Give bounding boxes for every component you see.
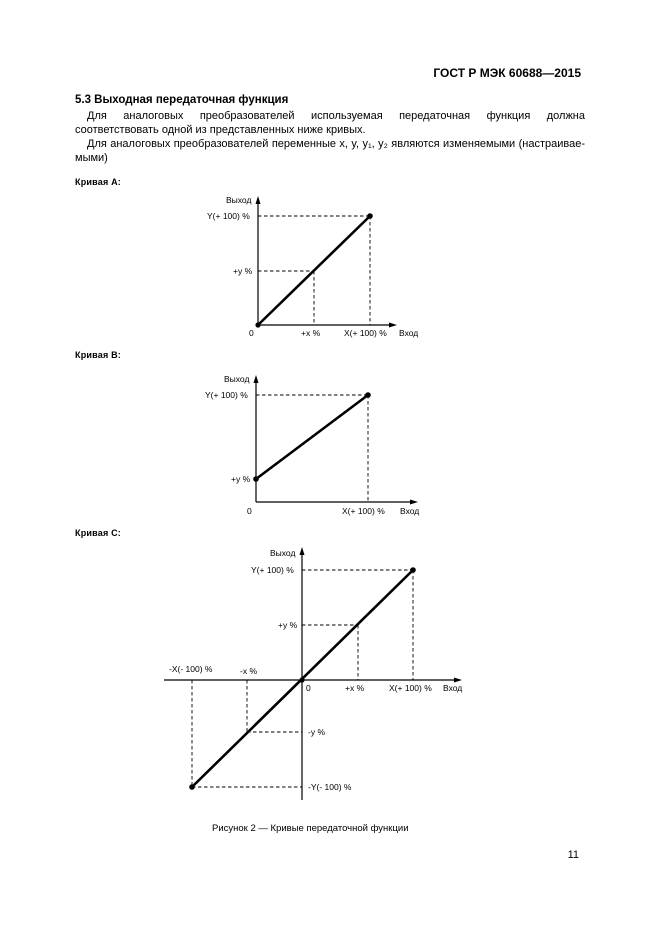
curve-c-end-point [410,567,416,573]
curve-a-x-arrow [389,323,397,328]
curve-b-x-title: Вход [400,506,420,516]
curve-a-label: Кривая А: [75,177,121,187]
curve-c-start-point [189,784,195,790]
figure-caption: Рисунок 2 — Кривые передаточной функции [212,823,409,834]
curve-a-origin: 0 [249,328,254,338]
curve-a-y-title: Выход [226,195,252,205]
paragraph-1-text: Для аналоговых преобразователей используемая передаточная функция должна соответствовать одной из представленных ниже кривых. [75,110,585,136]
curve-c-y-arrow [300,547,305,555]
curve-b-start-point [253,476,259,482]
curve-c-y-title: Выход [270,548,296,558]
curve-a-x-title: Вход [399,328,419,338]
curve-a-start-point [255,322,260,327]
curve-c-diagram [164,547,462,800]
curve-b-end-point [365,392,371,398]
curve-b-y-arrow [254,375,259,383]
curve-a-x-mid: +x % [301,328,321,338]
curve-c-y-neg-mid: -y % [308,727,325,737]
curve-b-y-full: Y(+ 100) % [205,390,248,400]
standard-header: ГОСТ Р МЭК 60688—2015 [433,66,581,80]
curve-a-y-mid: +y % [233,266,253,276]
curve-c-y-mid: +y % [278,620,298,630]
paragraph-2-text: Для аналоговых преобразователей переменные x, y, y₁, y₂ являются изменяемыми (настраиваемыми) [75,138,585,164]
curve-a-x-full: X(+ 100) % [344,328,387,338]
curve-a-y-arrow [256,196,261,204]
curve-c-x-title: Вход [443,683,463,693]
curve-b-diagram [205,374,419,516]
curve-c-origin-point [299,677,304,682]
curve-c-y-full: Y(+ 100) % [251,565,294,575]
curve-a-end-point [367,213,373,219]
curve-c-x-full: X(+ 100) % [389,683,432,693]
curve-c-label: Кривая С: [75,528,121,538]
curve-c-x-arrow [454,678,462,683]
curve-a-y-full: Y(+ 100) % [207,211,250,221]
curve-b-label: Кривая В: [75,350,121,360]
curve-c-x-mid: +x % [345,683,365,693]
curve-c-x-neg-full: -X(- 100) % [169,664,213,674]
curve-a-diagram [207,195,418,338]
curve-b-x-arrow [410,500,418,505]
curve-c-x-neg-mid: -x % [240,666,257,676]
page-number: 11 [567,849,579,861]
curve-b-y-start: +y % [231,474,251,484]
section-title: 5.3 Выходная передаточная функция [75,94,289,106]
curve-b-x-full: X(+ 100) % [342,506,385,516]
curve-c-y-neg-full: -Y(- 100) % [308,782,352,792]
curve-b-line [256,395,368,479]
curve-b-origin: 0 [247,506,252,516]
curve-c-origin: 0 [306,683,311,693]
curve-b-y-title: Выход [224,374,250,384]
